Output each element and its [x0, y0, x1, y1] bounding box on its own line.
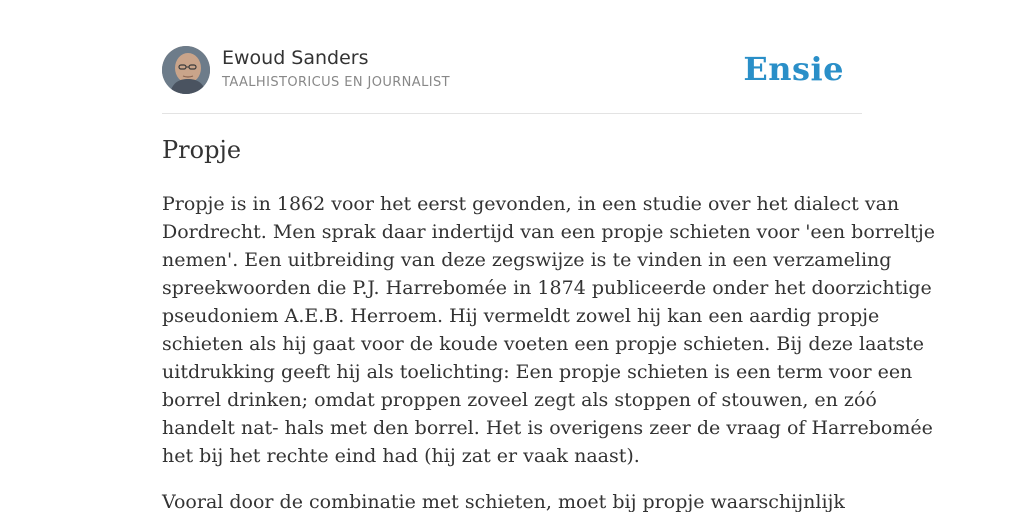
text-line: uitdrukking geeft hij als toelichting: Een propje schieten is een term voor een [162, 361, 913, 383]
text-line: Propje is in 1862 voor het eerst gevonden, in een studie over het dialect van [162, 193, 900, 215]
article-paragraph [162, 190, 936, 470]
person-icon [162, 46, 210, 94]
text-line: borrel drinken; omdat proppen zoveel zegt als stoppen of stouwen, en zóó [162, 389, 877, 411]
author-role: TAALHISTORICUS EN JOURNALIST [222, 75, 450, 90]
article-body [162, 190, 936, 512]
text-line: Vooral door de combinatie met schieten, moet bij propje waarschijnlijk [162, 491, 845, 512]
article-paragraph [162, 488, 862, 512]
author-name[interactable]: Ewoud Sanders [222, 47, 369, 69]
text-line: nemen'. Een uitbreiding van deze zegswijze is te vinden in een verzameling [162, 249, 892, 271]
text-line: schieten als hij gaat voor de koude voeten een propje schieten. Bij deze laatste [162, 333, 925, 355]
text-line: handelt nat- hals met den borrel. Het is overigens zeer de vraag of Harrebomée [162, 417, 933, 439]
author-header [162, 46, 862, 96]
article-title: Propje [162, 136, 242, 164]
text-line: Dordrecht. Men sprak daar indertijd van een propje schieten voor 'een borreltje [162, 221, 936, 243]
author-avatar[interactable] [162, 46, 210, 94]
text-line: het bij het rechte eind had (hij zat er vaak naast). [162, 445, 640, 467]
header-divider [162, 113, 862, 114]
ensie-logo[interactable]: Ensie [743, 50, 844, 88]
text-line: spreekwoorden die P.J. Harrebomée in 1874 publiceerde onder het doorzichtige [162, 277, 932, 299]
text-line: pseudoniem A.E.B. Herroem. Hij vermeldt zowel hij kan een aardig propje [162, 305, 880, 327]
